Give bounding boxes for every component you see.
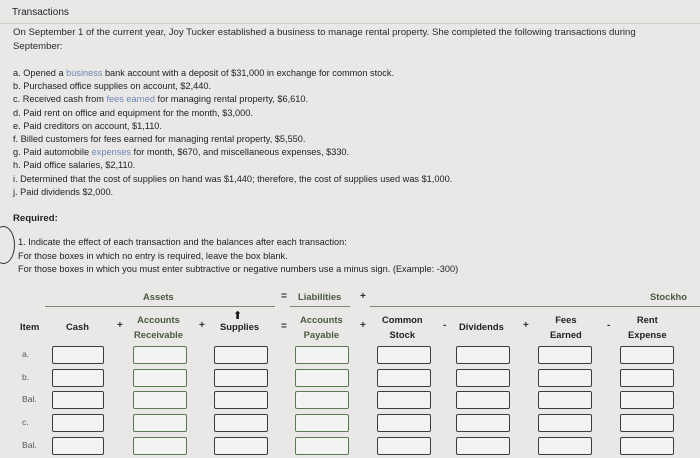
transaction-list [13,67,452,199]
glossary-term-link[interactable]: business [66,68,103,78]
transaction-text: j. Paid dividends $2,000. [13,186,114,197]
panel-title: Transactions [12,7,69,18]
question-text [18,236,458,277]
supplies-input[interactable] [214,346,268,364]
common-stock-input[interactable] [377,391,431,409]
cash-input[interactable] [52,346,104,364]
accounts-payable-input[interactable] [295,437,349,455]
accounts-payable-input[interactable] [295,391,349,409]
transaction-item [13,107,452,120]
transaction-text: for managing rental property, $6,610. [154,94,309,105]
header-stockholders: Stockho [650,291,687,302]
accounts-receivable-input[interactable] [133,369,187,387]
transaction-text: c. Received cash from [13,94,107,105]
minus-sign: - [443,320,447,331]
supplies-input[interactable] [214,391,268,409]
rent-expense-input[interactable] [620,437,674,455]
transaction-item [13,80,452,93]
col-ap-line2: Payable [303,329,340,340]
transaction-text: e. Paid creditors on account, $1,110. [13,120,162,131]
liabilities-underline [290,306,350,307]
cash-input[interactable] [52,391,104,409]
transaction-text: f. Billed customers for fees earned for managing rental property, $5,550. [13,134,306,145]
col-item: Item [20,321,40,332]
equals-sign: = [281,291,287,302]
plus-sign: + [199,320,205,331]
supplies-input[interactable] [214,414,268,432]
col-rent-expense [628,312,667,342]
rent-expense-input[interactable] [620,414,674,432]
accounts-receivable-input[interactable] [133,437,187,455]
glossary-term-link[interactable]: fees earned [106,94,155,105]
question-line-2: For those boxes in which no entry is required, leave the box blank. [18,250,288,261]
plus-sign: + [117,320,123,331]
col-accounts-payable [300,312,343,342]
dividends-input[interactable] [456,369,510,387]
rent-expense-input[interactable] [620,346,674,364]
accounts-payable-input[interactable] [295,369,349,387]
col-ar-line2: Receivable [134,329,183,340]
transaction-text: i. Determined that the cost of supplies on hand was $1,440; therefore, the cost of supplies used was $1,000. [13,173,453,184]
accounts-receivable-input[interactable] [133,414,187,432]
transaction-text: b. Purchased office supplies on account, $2,440. [13,81,212,92]
plus-sign: + [523,320,529,331]
dividends-input[interactable] [456,346,510,364]
transaction-text: d. Paid rent on office and equipment for the month, $3,000. [13,107,253,118]
accounts-receivable-input[interactable] [133,391,187,409]
col-accounts-receivable [134,312,183,342]
dividends-input[interactable] [456,414,510,432]
common-stock-input[interactable] [377,369,431,387]
assets-underline [45,306,275,307]
fees-earned-input[interactable] [538,414,592,432]
transaction-item [13,67,452,80]
col-ap-line1: Accounts [300,314,343,325]
col-ar-line1: Accounts [137,314,180,325]
col-dividends: Dividends [459,321,504,332]
glossary-term-link[interactable]: expenses [91,147,131,158]
header-assets: Assets [143,291,174,302]
row-label: Bal. [22,440,37,450]
transaction-text: a. Opened a [13,68,67,78]
transaction-item [13,159,452,172]
minus-sign: - [607,320,611,331]
equals-sign: = [281,321,287,332]
transaction-item [13,133,452,146]
cash-input[interactable] [52,414,104,432]
col-rent-line2: Expense [628,329,667,340]
transaction-item [13,173,452,186]
col-rent-line1: Rent [636,314,658,325]
transaction-text: g. Paid automobile [13,147,92,158]
fees-earned-input[interactable] [538,369,592,387]
rent-expense-input[interactable] [620,369,674,387]
row-label: Bal. [22,394,37,404]
row-label: a. [22,349,30,359]
divider [0,23,700,24]
mouse-cursor-icon: ⬆ [233,310,243,322]
supplies-input[interactable] [214,369,268,387]
plus-sign: + [360,320,366,331]
transaction-item [13,120,452,133]
plus-sign: + [360,291,366,302]
problem-intro: On September 1 of the current year, Joy Tucker established a business to manage rental property. She completed the following transactions during September: [13,27,636,52]
transaction-item [13,93,452,106]
accounts-payable-input[interactable] [295,346,349,364]
col-cash: Cash [66,321,89,332]
question-marker [0,226,15,264]
common-stock-input[interactable] [377,414,431,432]
question-line-3: For those boxes in which you must enter subtractive or negative numbers use a minus sign. (Example: -300) [18,264,459,275]
common-stock-input[interactable] [377,346,431,364]
col-fees-line2: Earned [550,329,582,340]
transaction-text: for month, $670, and miscellaneous expenses, $330. [131,147,350,158]
transaction-text: h. Paid office salaries, $2,110. [13,160,136,171]
header-liabilities: Liabilities [298,291,342,302]
col-supplies: Supplies [220,321,260,332]
dividends-input[interactable] [456,391,510,409]
supplies-input[interactable] [214,437,268,455]
accounts-receivable-input[interactable] [133,346,187,364]
common-stock-input[interactable] [377,437,431,455]
fees-earned-input[interactable] [538,437,592,455]
fees-earned-input[interactable] [538,391,592,409]
required-heading: Required: [13,213,58,224]
col-fees-earned [550,312,582,342]
col-fees-line1: Fees [555,314,577,325]
col-cs-line2: Stock [389,329,416,340]
cash-input[interactable] [52,369,104,387]
rent-expense-input[interactable] [620,391,674,409]
transaction-item [13,146,452,159]
dividends-input[interactable] [456,437,510,455]
cash-input[interactable] [52,437,104,455]
transaction-text: bank account with a deposit of $31,000 in exchange for common stock. [102,68,395,78]
col-cs-line1: Common [382,314,423,325]
stockholders-underline [370,306,700,307]
col-common-stock [382,312,423,342]
question-line-1: 1. Indicate the effect of each transaction and the balances after each transaction: [18,237,347,247]
fees-earned-input[interactable] [538,346,592,364]
accounts-payable-input[interactable] [295,414,349,432]
transaction-item [13,186,452,199]
row-label: b. [22,372,30,382]
row-label: c. [22,417,29,427]
